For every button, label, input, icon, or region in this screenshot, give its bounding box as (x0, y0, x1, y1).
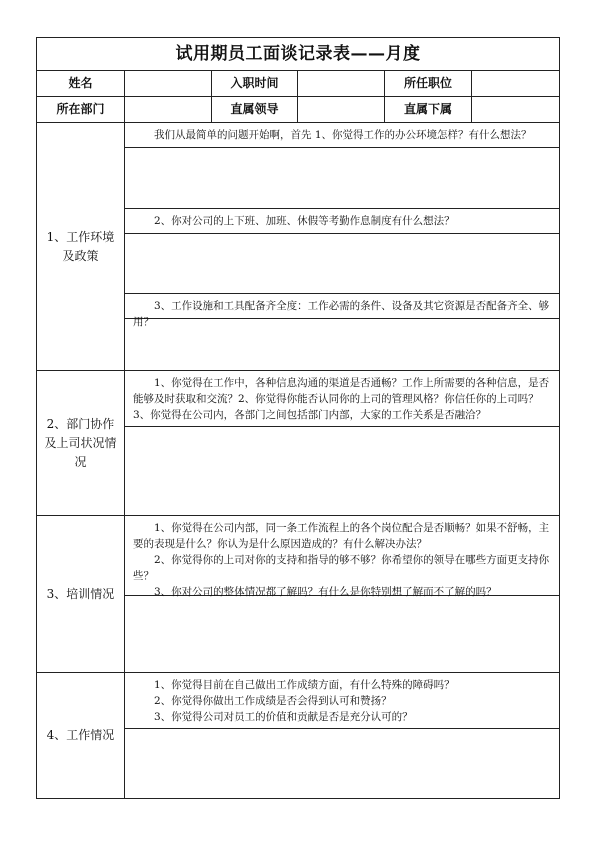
name-value-cell[interactable] (125, 71, 212, 96)
question-text: 2、你觉得你的上司对你的支持和指导的够不够？你希望你的领导在哪些方面更支持你些？ (133, 554, 550, 582)
form-title: 试用期员工面谈记录表——月度 (37, 38, 559, 71)
supervisor-label: 直属领导 (212, 97, 298, 122)
question (125, 371, 559, 427)
section-label: 2、部门协作及上司状况情况 (37, 371, 125, 515)
department-label: 所在部门 (37, 97, 125, 122)
answer-area[interactable] (125, 427, 559, 515)
answer-area[interactable] (125, 148, 559, 209)
subordinate-value-cell[interactable] (472, 97, 559, 122)
question (125, 516, 559, 596)
hire-date-label: 入职时间 (212, 71, 298, 96)
section-label: 1、工作环境及政策 (37, 123, 125, 370)
supervisor-value-cell[interactable] (298, 97, 385, 122)
header-row-1 (37, 71, 559, 97)
question (125, 123, 559, 148)
question (125, 209, 559, 234)
section-work-environment (37, 123, 559, 371)
question-text: 2、你觉得你做出工作成绩是否会得到认可和赞扬？ (154, 695, 392, 707)
answer-area[interactable] (125, 234, 559, 294)
subordinate-label: 直属下属 (385, 97, 472, 122)
position-value-cell[interactable] (472, 71, 559, 96)
interview-form (36, 37, 560, 799)
section-label: 4、工作情况 (37, 673, 125, 798)
hire-date-value-cell[interactable] (298, 71, 385, 96)
question-text: 1、你觉得在工作中，各种信息沟通的渠道是否通畅？工作上所需要的各种信息，是否能够及时获取和交流？2、你觉得你能否认同你的上司的管理风格？你信任你的上司吗？3、你觉得在公司内，各部门之间包括部门内部，大家的工作关系是否融洽？ (133, 377, 550, 421)
question-text: 我们从最简单的问题开始啊，首先 1、你觉得工作的办公环境怎样？有什么想法？ (154, 129, 532, 141)
section-training (37, 516, 559, 673)
question-text: 2、你对公司的上下班、加班、休假等考勤作息制度有什么想法？ (154, 215, 455, 227)
section-label: 3、培训情况 (37, 516, 125, 672)
question-text: 3、工作设施和工具配备齐全度：工作必需的条件、设备及其它资源是否配备齐全、够用？ (133, 300, 550, 328)
department-value-cell[interactable] (125, 97, 212, 122)
question-text: 3、你对公司的整体情况都了解吗？有什么是你特别想了解而不了解的吗？ (154, 586, 497, 598)
question-text: 1、你觉得目前在自己做出工作成绩方面，有什么特殊的障碍吗？ (154, 679, 455, 691)
section-work-performance (37, 673, 559, 798)
question-text: 1、你觉得在公司内部，同一条工作流程上的各个岗位配合是否顺畅？如果不舒畅，主要的表现是什么？你认为是什么原因造成的？有什么解决办法？ (133, 522, 550, 550)
question (125, 673, 559, 729)
answer-area[interactable] (125, 596, 559, 672)
position-label: 所任职位 (385, 71, 472, 96)
answer-area[interactable] (125, 319, 559, 370)
question-text: 3、你觉得公司对员工的价值和贡献是否是充分认可的？ (154, 711, 413, 723)
name-label: 姓名 (37, 71, 125, 96)
answer-area[interactable] (125, 729, 559, 797)
section-department-coordination (37, 371, 559, 516)
header-row-2 (37, 97, 559, 123)
question (125, 294, 559, 328)
